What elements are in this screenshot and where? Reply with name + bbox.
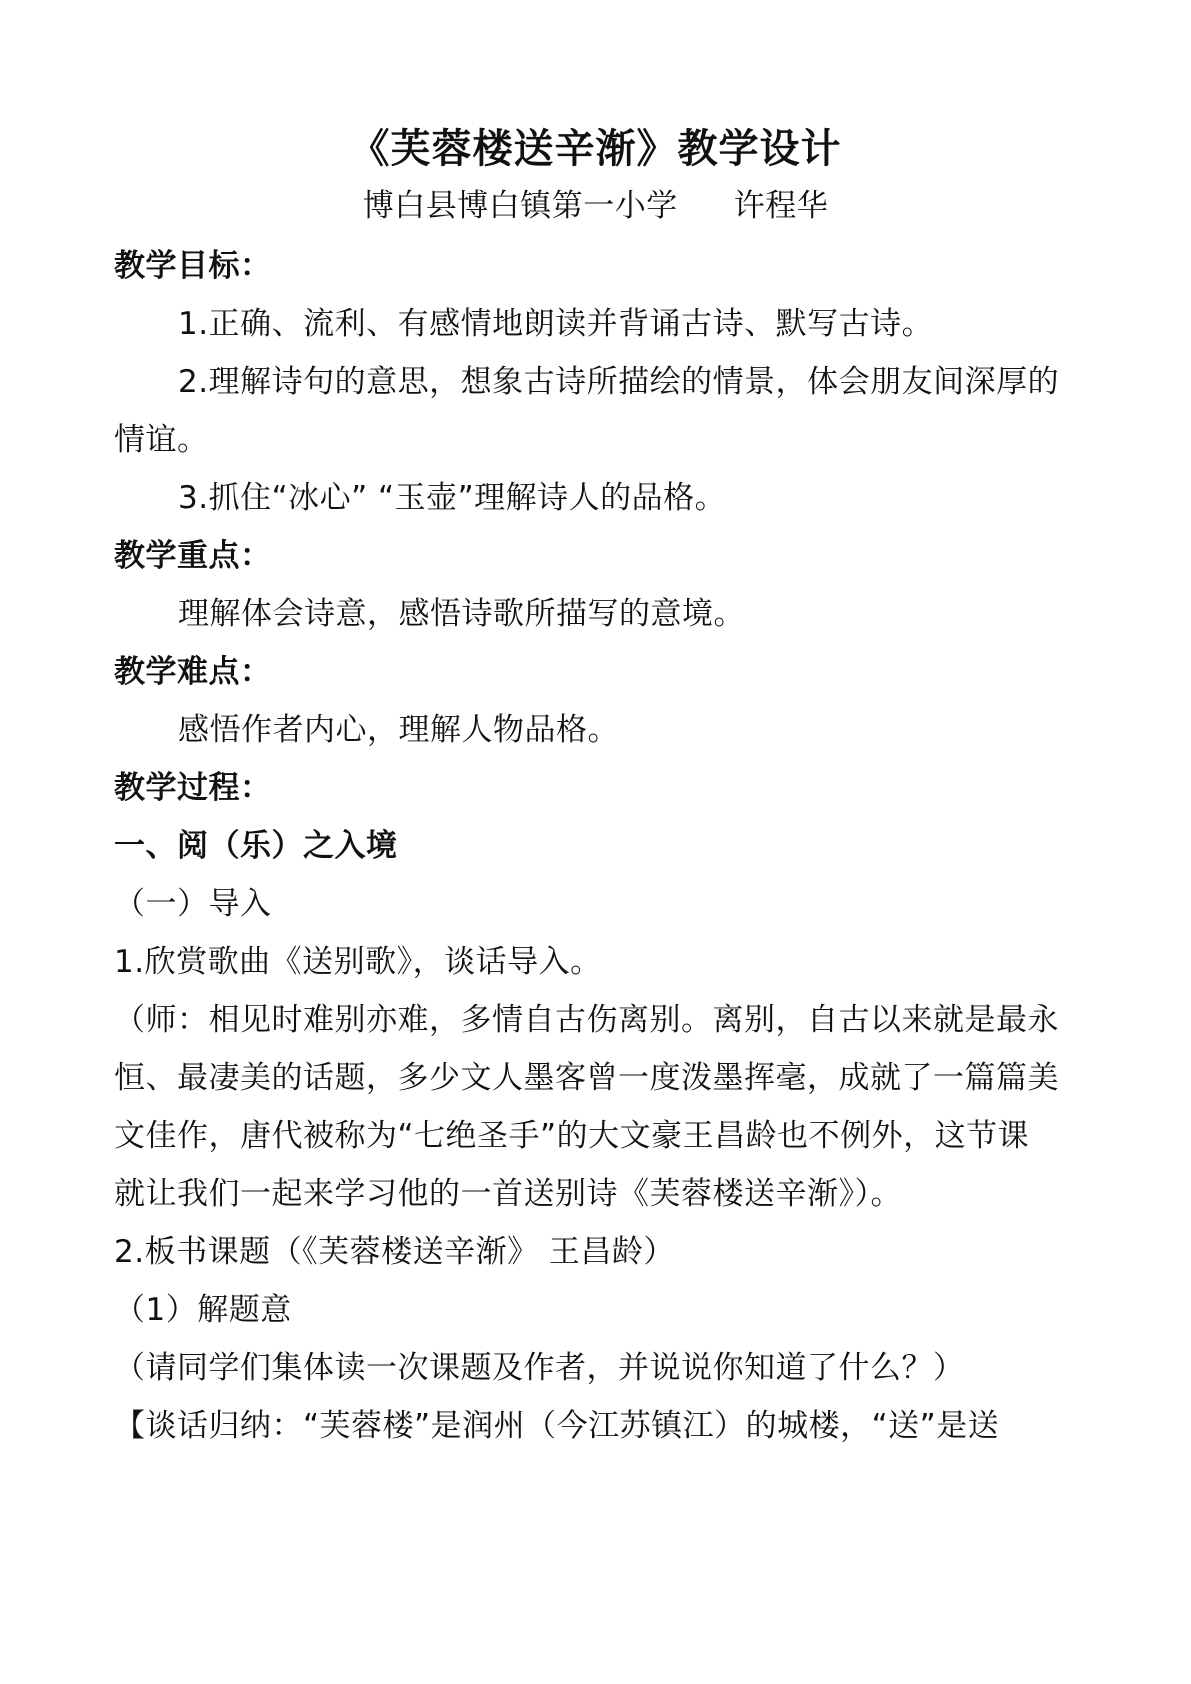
difficulties-text: 感悟作者内心，理解人物品格。	[178, 712, 619, 748]
objective-item-3: 3.抓住“冰心” “玉壶”理解诗人的品格。	[178, 480, 727, 516]
process-line-teacher-1: （师：相见时难别亦难，多情自古伤离别。离别，自古以来就是最永	[114, 1002, 1059, 1038]
process-line-read-title: （请同学们集体读一次课题及作者，并说说你知道了什么？）	[114, 1350, 965, 1386]
process-line-explain-title: （1）解题意	[114, 1292, 292, 1328]
difficulties-heading: 教学难点：	[114, 654, 272, 690]
process-heading: 教学过程：	[114, 770, 272, 806]
process-line-teacher-3: 文佳作，唐代被称为“七绝圣手”的大文豪王昌龄也不例外，这节课	[114, 1118, 1030, 1154]
author-line	[0, 186, 1191, 226]
process-line-song: 1.欣赏歌曲《送别歌》，谈话导入。	[114, 944, 602, 980]
objective-item-1: 1.正确、流利、有感情地朗读并背诵古诗、默写古诗。	[178, 306, 934, 342]
objective-item-2: 2.理解诗句的意思，想象古诗所描绘的情景，体会朋友间深厚的	[178, 364, 1060, 400]
key-points-text: 理解体会诗意，感悟诗歌所描写的意境。	[178, 596, 745, 632]
objectives-heading: 教学目标：	[114, 248, 272, 284]
process-line-teacher-2: 恒、最凄美的话题，多少文人墨客曾一度泼墨挥毫，成就了一篇篇美	[114, 1060, 1059, 1096]
process-line-summary: 【谈话归纳：“芙蓉楼”是润州（今江苏镇江）的城楼，“送”是送	[114, 1408, 1000, 1444]
process-line-teacher-4: 就让我们一起来学习他的一首送别诗《芙蓉楼送辛渐》）。	[114, 1176, 902, 1212]
process-line-board-title: 2.板书课题（《芙蓉楼送辛渐》 王昌龄）	[114, 1234, 675, 1270]
process-line-intro: （一）导入	[114, 886, 272, 922]
author-school: 博白县博白镇第一小学	[362, 188, 678, 224]
document-title: 《芙蓉楼送辛渐》教学设计	[349, 126, 842, 172]
author-name: 许程华	[733, 188, 829, 224]
key-points-heading: 教学重点：	[114, 538, 272, 574]
objective-item-2-continued: 情谊。	[114, 422, 209, 458]
part1-heading: 一、阅（乐）之入境	[114, 828, 398, 864]
